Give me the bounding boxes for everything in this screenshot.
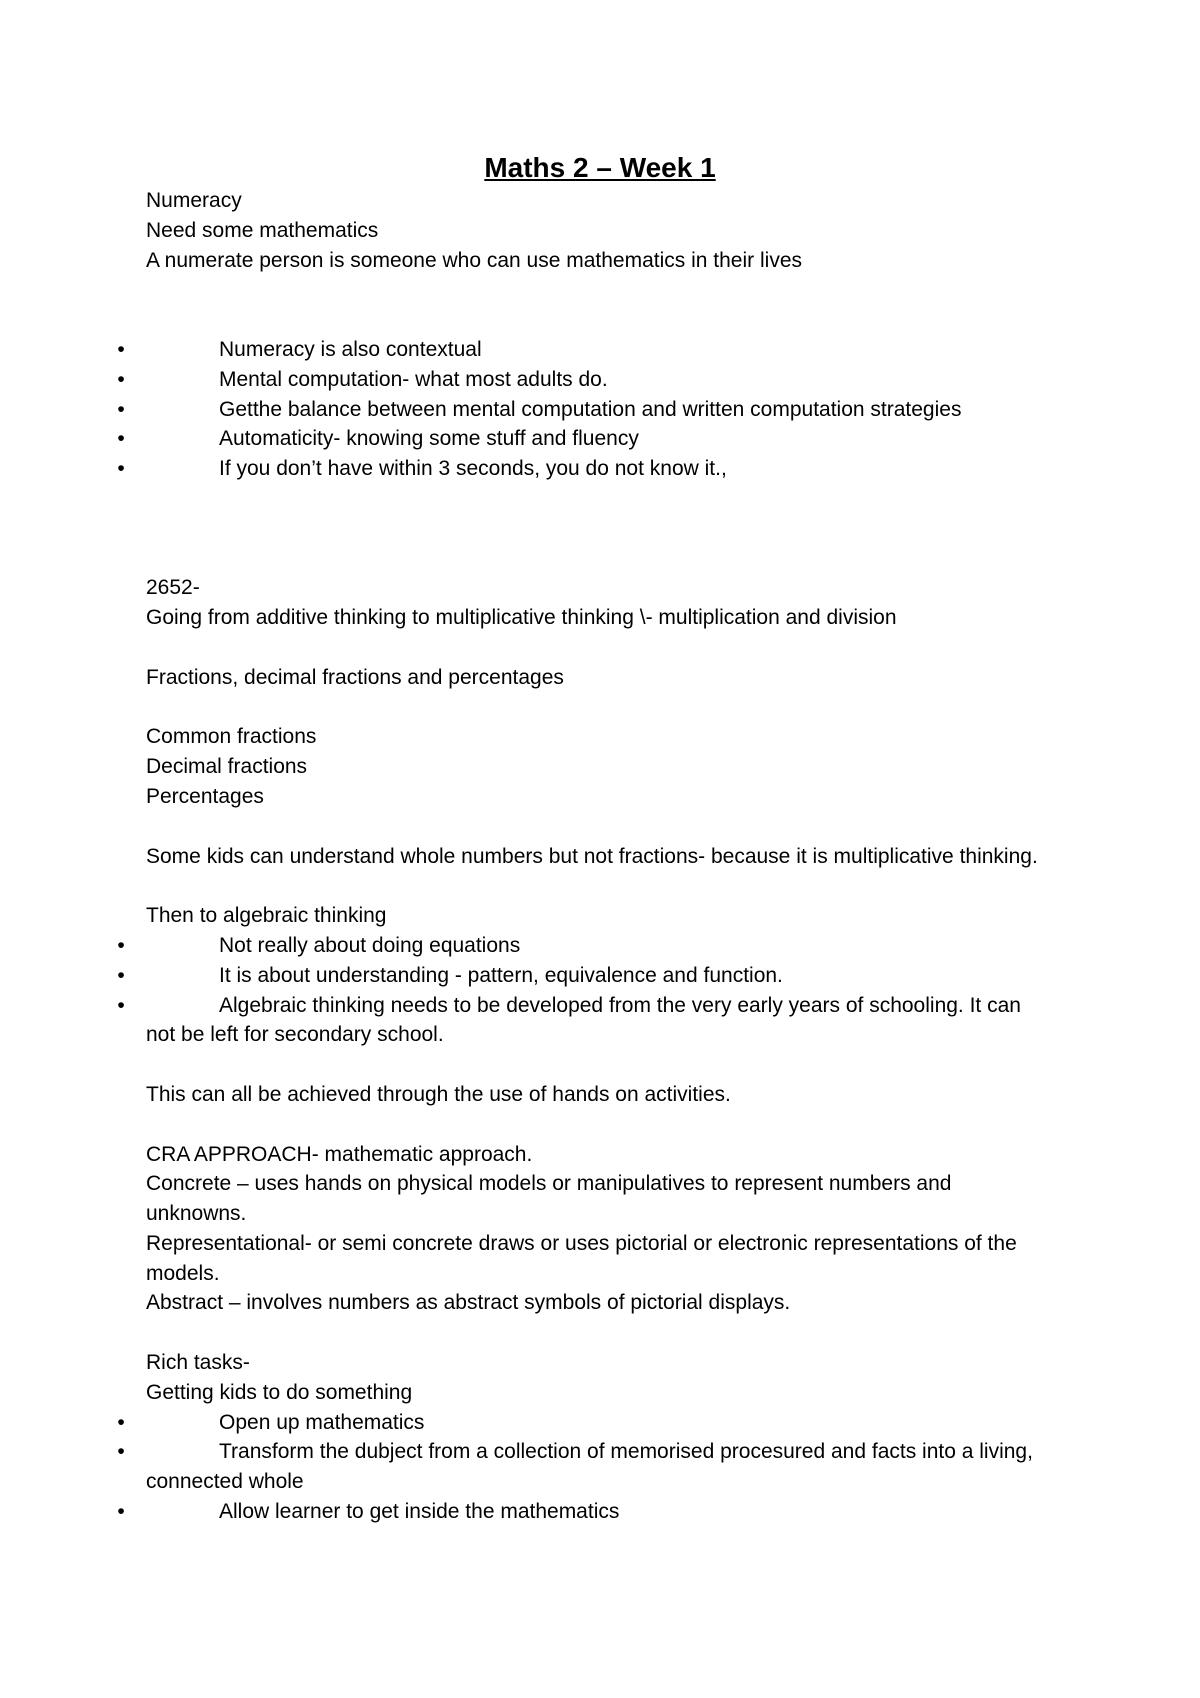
spacer [146,1110,1046,1140]
list-item [117,1437,1046,1497]
list-item-text: Open up mathematics [219,1410,425,1434]
intro-line-3: A numerate person is someone who can use mathematics in their lives [146,248,802,272]
kids-note: Some kids can understand whole numbers but not fractions- because it is multiplicative thinking. [146,844,1038,868]
list-item-text: Numeracy is also contextual [219,337,482,361]
list-item [117,335,1046,365]
list-item-text: Transform the dubject from a collection of memorised procesured and facts into a living, connected whole [146,1440,1033,1494]
spacer [146,1050,1046,1080]
spacer [146,275,1046,335]
bullet-icon: • [117,993,125,1017]
bullet-icon: • [117,1440,125,1464]
list-item [117,395,1046,425]
list-item-text: Automaticity- knowing some stuff and fluency [219,427,639,451]
list-item-text: Getthe balance between mental computation and written computation strategies [219,397,962,421]
bullet-icon: • [117,427,125,451]
spacer [146,871,1046,901]
bullet-icon: • [117,1410,125,1434]
bullet-icon: • [117,367,125,391]
list-item [117,424,1046,454]
document-body [117,186,1046,1527]
list-item-text: Not really about doing equations [219,933,521,957]
algebra-heading: Then to algebraic thinking [146,904,387,928]
bullet-icon: • [117,1500,125,1524]
bullet-icon: • [117,337,125,361]
hands-on-note: This can all be achieved through the use of hands on activities. [146,1082,731,1106]
cra-concrete: Concrete – uses hands on physical models or manipulatives to represent numbers and unknowns. [146,1172,958,1226]
cra-abstract: Abstract – involves numbers as abstract symbols of pictorial displays. [146,1291,791,1315]
list-item-text: Mental computation- what most adults do. [219,367,608,391]
spacer [146,693,1046,723]
list-item-text: It is about understanding - pattern, equivalence and function. [219,963,783,987]
list-item-text: If you don’t have within 3 seconds, you do not know it., [219,457,727,481]
spacer [146,812,1046,842]
bullet-list-numeracy [117,335,1046,484]
list-item [117,1497,1046,1527]
bullet-icon: • [117,963,125,987]
list-item [117,1408,1046,1438]
list-item-text: Allow learner to get inside the mathematics [219,1500,620,1524]
fraction-type: Percentages [146,784,264,808]
list-item [117,454,1046,484]
spacer [146,484,1046,573]
cra-heading: CRA APPROACH- mathematic approach. [146,1142,533,1166]
bullet-icon: • [117,457,125,481]
fraction-type: Common fractions [146,725,317,749]
bullet-list-rich-tasks [117,1408,1046,1527]
cra-representational: Representational- or semi concrete draws or uses pictorial or electronic representations of the models. [146,1231,1023,1285]
page-title: Maths 2 – Week 1 [484,152,716,183]
section-number: 2652- [146,576,200,600]
bullet-list-algebra [117,931,1046,1050]
list-item [117,931,1046,961]
fractions-heading: Fractions, decimal fractions and percentages [146,665,564,689]
rich-tasks-line: Getting kids to do something [146,1380,413,1404]
bullet-icon: • [117,397,125,421]
intro-line-1: Numeracy [146,189,242,212]
list-item-text: Algebraic thinking needs to be developed from the very early years of schooling. It can not be left for secondary school. [146,993,1021,1047]
intro-line-2: Need some mathematics [146,218,379,242]
bullet-icon: • [117,933,125,957]
spacer [146,1318,1046,1348]
list-item [117,961,1046,991]
list-item [117,991,1046,1051]
fraction-type: Decimal fractions [146,755,308,779]
section-line: Going from additive thinking to multiplicative thinking \- multiplication and division [146,606,897,630]
spacer [146,633,1046,663]
list-item [117,365,1046,395]
rich-tasks-heading: Rich tasks- [146,1351,250,1375]
